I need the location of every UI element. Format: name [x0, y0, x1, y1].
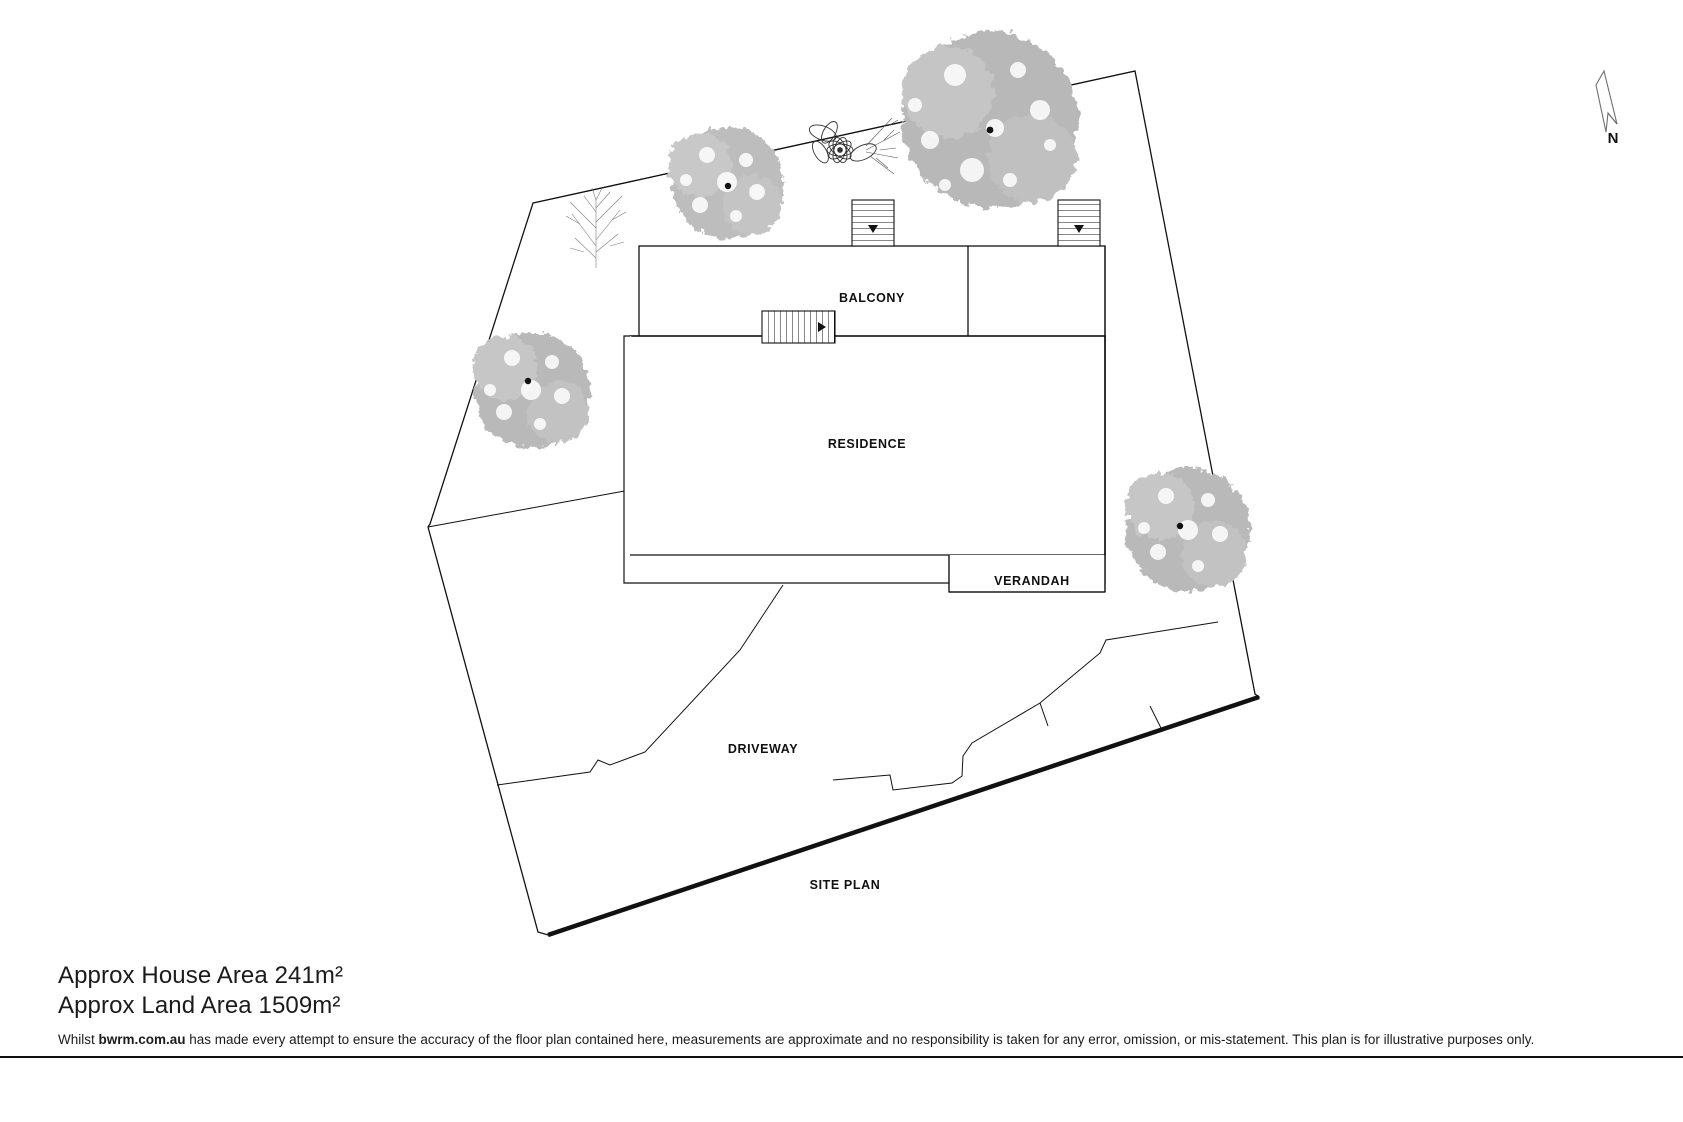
- disclaimer-rest: has made every attempt to ensure the accuracy of the floor plan contained here, measurements are approximate and no responsibility is taken for any error, omission, or mis-statement. This plan is for illustrative purposes only.: [185, 1032, 1535, 1047]
- footer-block: [58, 961, 1638, 1048]
- compass-label: N: [1607, 130, 1619, 147]
- label-balcony: BALCONY: [838, 291, 906, 305]
- label-verandah: VERANDAH: [994, 574, 1070, 588]
- label-driveway: DRIVEWAY: [727, 742, 799, 756]
- tree-top-right: [902, 32, 1078, 208]
- label-residence: RESIDENCE: [827, 437, 907, 451]
- disclaimer-brand: bwrm.com.au: [98, 1032, 186, 1047]
- compass-north-icon: [1596, 71, 1617, 132]
- label-site-plan: SITE PLAN: [809, 878, 881, 892]
- disclaimer-prefix: Whilst: [58, 1032, 99, 1047]
- disclaimer-text: [58, 1031, 1638, 1048]
- footer-divider: [0, 1056, 1683, 1058]
- house-area-text: Approx House Area 241m²: [58, 962, 344, 989]
- tree-right: [1126, 468, 1250, 592]
- land-area-text: Approx Land Area 1509m²: [58, 992, 341, 1019]
